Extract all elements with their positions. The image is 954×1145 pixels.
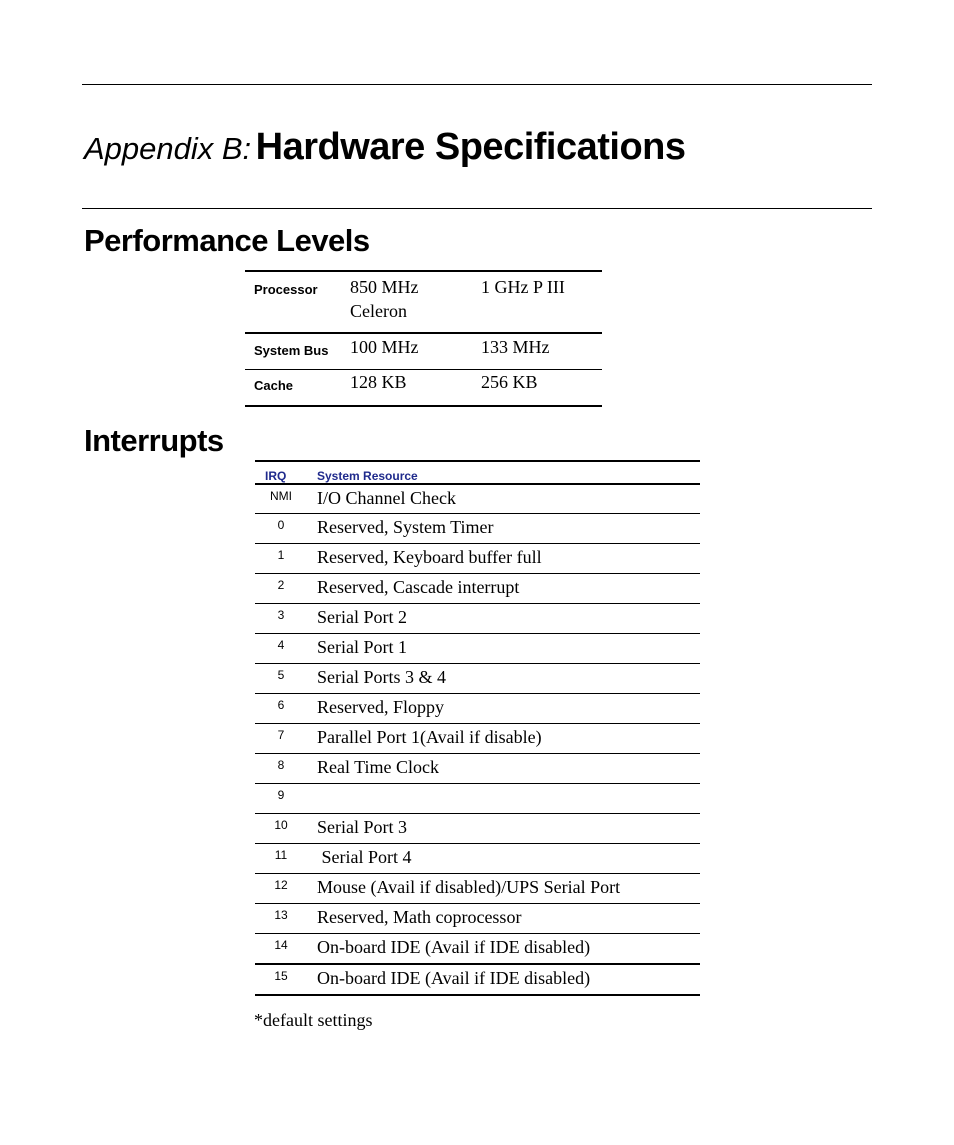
table-row	[255, 964, 700, 996]
footnote: *default settings	[254, 1010, 373, 1030]
header-resource: System Resource	[317, 469, 418, 483]
interrupts-heading: Interrupts	[84, 423, 224, 458]
table-row	[255, 754, 700, 784]
irq-resource: Mouse (Avail if disabled)/UPS Serial Port	[317, 877, 621, 897]
title-rule	[82, 208, 872, 209]
table-header	[255, 460, 700, 485]
irq-number: 2	[277, 578, 285, 592]
row-value-2: 256 KB	[481, 372, 538, 392]
performance-heading: Performance Levels	[84, 223, 370, 258]
irq-number: 15	[274, 969, 288, 983]
table-row	[255, 784, 700, 814]
header-irq: IRQ	[265, 469, 287, 483]
irq-resource: On-board IDE (Avail if IDE disabled)	[317, 937, 591, 957]
irq-resource: Reserved, System Timer	[317, 517, 494, 537]
irq-resource: Real Time Clock	[317, 757, 440, 777]
irq-number: 11	[274, 848, 288, 862]
row-value-2: 1 GHz P III	[481, 277, 565, 297]
irq-number: 4	[277, 638, 285, 652]
performance-table	[245, 270, 602, 407]
irq-resource: Serial Port 4	[317, 847, 412, 867]
irq-resource: Reserved, Floppy	[317, 697, 444, 717]
page-title-main: Hardware Specifications	[255, 126, 686, 168]
table-row	[255, 814, 700, 844]
interrupts-table	[255, 460, 700, 996]
irq-number: 13	[274, 908, 288, 922]
table-row	[255, 904, 700, 934]
table-row	[255, 514, 700, 544]
table-row	[255, 874, 700, 904]
table-row	[245, 369, 602, 407]
row-label: System Bus	[254, 343, 329, 358]
table-row	[255, 934, 700, 964]
irq-number: 10	[274, 818, 288, 832]
table-row	[255, 844, 700, 874]
row-label: Cache	[254, 378, 294, 393]
table-row	[245, 332, 602, 369]
table-row	[255, 544, 700, 574]
irq-number: 6	[277, 698, 285, 712]
table-row	[255, 694, 700, 724]
irq-resource: Parallel Port 1(Avail if disable)	[317, 727, 542, 747]
irq-resource: Serial Port 2	[317, 607, 407, 627]
irq-resource: I/O Channel Check	[317, 488, 456, 508]
page-title-prefix: Appendix B:	[84, 131, 252, 166]
irq-number: 0	[277, 518, 285, 532]
irq-resource: Serial Port 3	[317, 817, 407, 837]
table-row	[255, 574, 700, 604]
irq-number: NMI	[270, 489, 292, 503]
row-value-1	[350, 275, 440, 323]
irq-number: 9	[277, 788, 285, 802]
irq-number: 1	[277, 548, 285, 562]
irq-number: 12	[274, 878, 288, 892]
table-row	[255, 604, 700, 634]
row-value-2: 133 MHz	[481, 337, 550, 357]
row-value-1: 128 KB	[350, 372, 407, 392]
row-value-1-text: 850 MHz Celeron	[350, 277, 419, 321]
top-rule	[82, 84, 872, 85]
row-value-1: 100 MHz	[350, 337, 419, 357]
row-label: Processor	[254, 282, 318, 297]
irq-number: 5	[277, 668, 285, 682]
irq-resource: Reserved, Cascade interrupt	[317, 577, 520, 597]
irq-number: 14	[274, 938, 288, 952]
page-title	[84, 128, 686, 166]
table-row	[255, 485, 700, 514]
table-row	[255, 724, 700, 754]
irq-resource: On-board IDE (Avail if IDE disabled)	[317, 968, 591, 988]
table-row	[255, 664, 700, 694]
irq-resource: Reserved, Math coprocessor	[317, 907, 522, 927]
table-row	[255, 634, 700, 664]
irq-resource: Reserved, Keyboard buffer full	[317, 547, 542, 567]
irq-number: 8	[277, 758, 285, 772]
irq-resource: Serial Ports 3 & 4	[317, 667, 446, 687]
irq-number: 7	[277, 728, 285, 742]
irq-resource: Serial Port 1	[317, 637, 407, 657]
irq-number: 3	[277, 608, 285, 622]
table-row	[245, 270, 602, 332]
